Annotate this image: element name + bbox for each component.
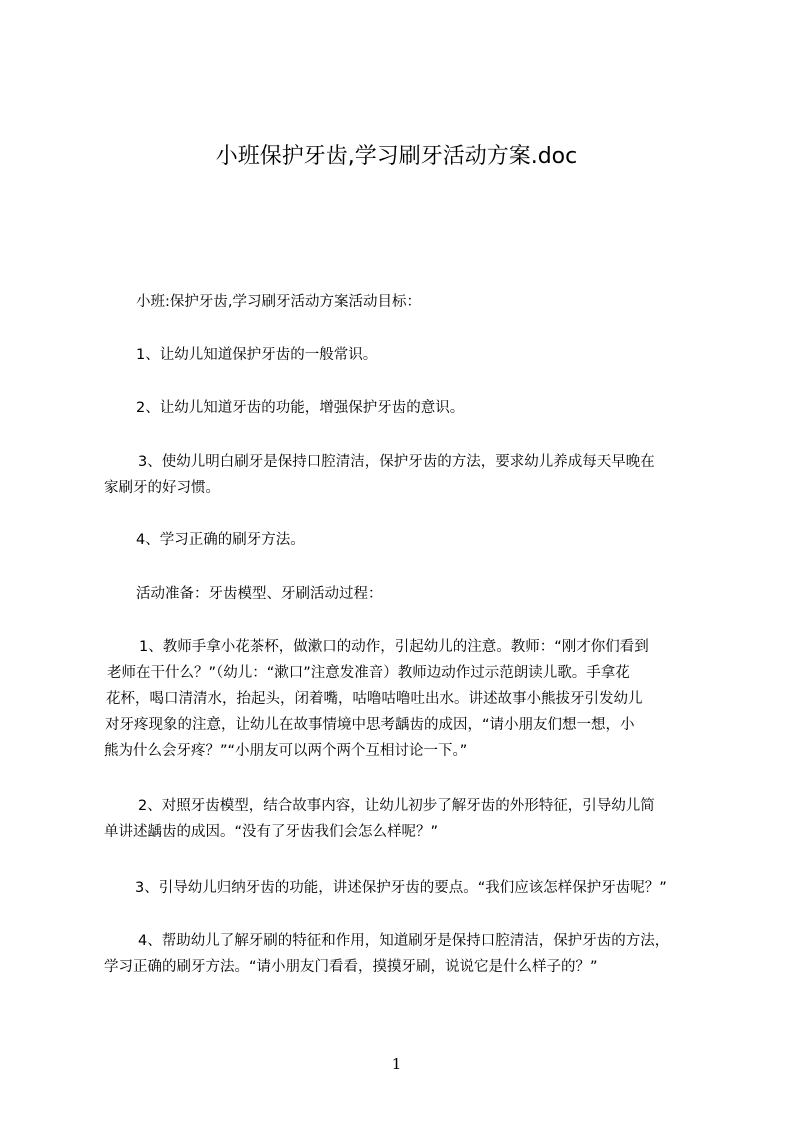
document-title: 小班保护牙齿,学习刷牙活动方案.doc	[215, 144, 578, 169]
paragraph-line: 熊为什么会牙疼？”“小朋友可以两个两个互相讨论一下。”	[104, 743, 468, 759]
paragraph-line: 2、让幼儿知道牙齿的功能，增强保护牙齿的意识。	[136, 400, 465, 416]
paragraph-line: 活动准备：牙齿模型、牙刷活动过程：	[136, 586, 383, 602]
paragraph-line: 小班:保护牙齿,学习刷牙活动方案活动目标：	[136, 294, 421, 310]
paragraph-line: 4、帮助幼儿了解牙刷的特征和作用，知道刷牙是保持口腔清洁，保护牙齿的方法，	[138, 933, 670, 949]
paragraph-goal-1	[104, 342, 724, 368]
paragraph-goal-3	[104, 449, 724, 501]
paragraph-goal-4	[104, 527, 724, 553]
paragraph-goal-2	[104, 395, 724, 421]
paragraph-line: 对牙疼现象的注意，让幼儿在故事情境中思考龋齿的成因，“请小朋友们想一想，小	[105, 717, 635, 733]
paragraph-line: 家刷牙的好习惯。	[104, 480, 220, 496]
paragraph-line: 1、让幼儿知道保护牙齿的一般常识。	[136, 347, 378, 363]
paragraph-process-3	[104, 875, 724, 901]
paragraph-goal-heading	[104, 289, 724, 315]
paragraph-line: 4、学习正确的刷牙方法。	[136, 532, 305, 548]
paragraph-line: 2、对照牙齿模型，结合故事内容，让幼儿初步了解牙齿的外形特征，引导幼儿简	[138, 798, 655, 814]
paragraph-process-1	[104, 634, 724, 764]
paragraph-line: 单讲述龋齿的成因。“没有了牙齿我们会怎么样呢？”	[104, 824, 439, 840]
paragraph-line: 花杯，喝口清清水，抬起头，闭着嘴，咕噜咕噜吐出水。讲述故事小熊拔牙引发幼儿	[106, 691, 643, 707]
paragraph-preparation	[104, 581, 724, 607]
paragraph-line: 3、引导幼儿归纳牙齿的功能，讲述保护牙齿的要点。“我们应该怎样保护牙齿呢？”	[135, 880, 667, 896]
paragraph-line: 老师在干什么？”（幼儿：“漱口”注意发准音）教师边动作过示范朗读儿歌。手拿花	[107, 665, 630, 681]
page-number: 1	[391, 1055, 402, 1073]
paragraph-process-4	[104, 928, 724, 980]
paragraph-line: 学习正确的刷牙方法。“请小朋友门看看，摸摸牙刷，说说它是什么样子的？”	[104, 959, 598, 975]
paragraph-line: 3、使幼儿明白刷牙是保持口腔清洁，保护牙齿的方法，要求幼儿养成每天早晚在	[138, 454, 655, 470]
paragraph-process-2	[104, 793, 724, 845]
paragraph-line: 1、教师手拿小花茶杯，做漱口的动作，引起幼儿的注意。教师：“刚才你们看到	[139, 639, 649, 655]
